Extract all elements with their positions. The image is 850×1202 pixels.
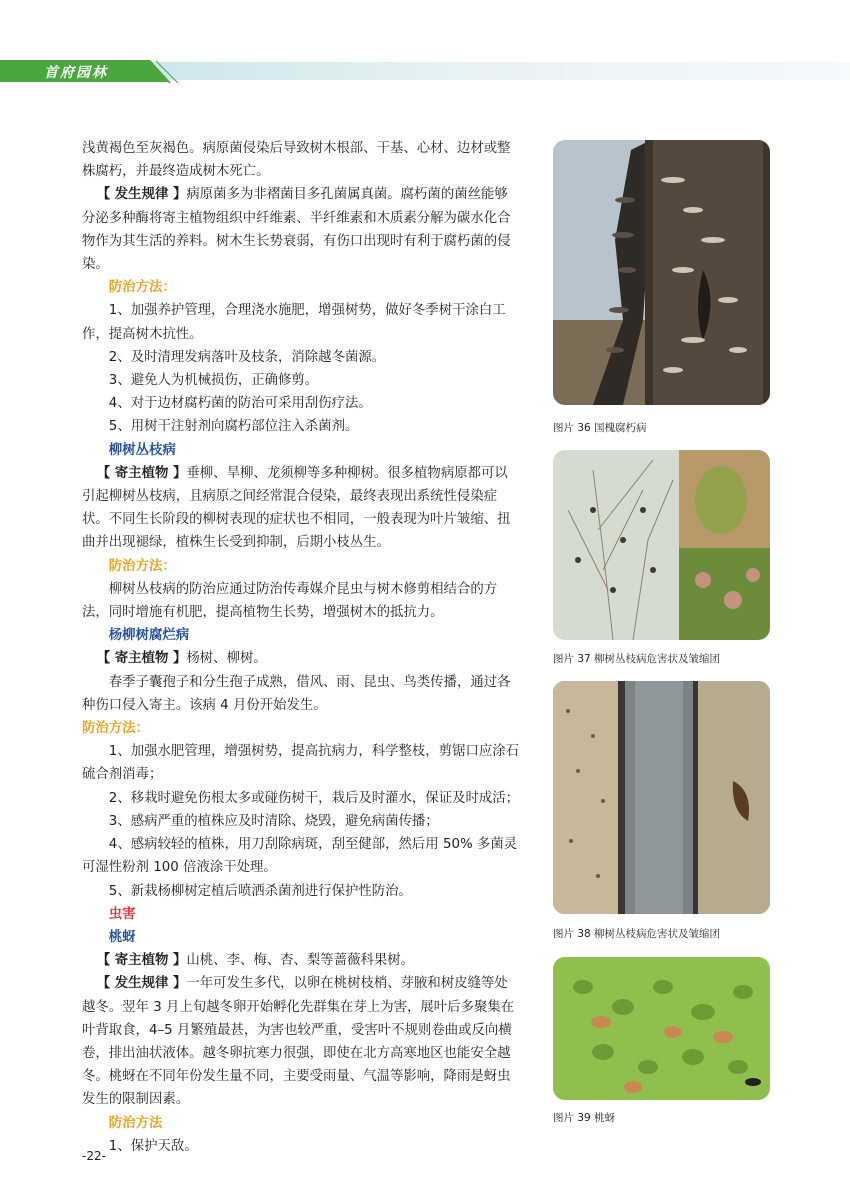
text: 病原菌多为非褶菌目多孔菌属真菌。腐朽菌的菌丝能够分泌多种酶将寄主植物组织中纤维素、半纤维素和木质素分解为碳水化合物作为其生活的养料。树木生长势衰弱，有伤口出现时有利于腐朽菌的侵染。 <box>82 187 511 273</box>
list-item: 3、感病严重的植株应及时清除、烧毁，避免病菌传播； <box>108 813 439 829</box>
list-item: 4、感病较轻的植株，用刀刮除病斑，刮至健部，然后用 50% 多菌灵可湿性粉剂 100 倍液涂干处理。 <box>82 837 518 876</box>
photo-tree-rot-image <box>553 140 770 405</box>
list-item: 3、避免人为机械损伤，正确修剪。 <box>108 373 319 389</box>
page-number: -22- <box>82 1149 106 1163</box>
photo-tree-rot <box>553 140 770 405</box>
list-item: 4、对于边材腐朽菌的防治可采用刮伤疗法。 <box>108 396 372 412</box>
section-title: 虫害 <box>108 906 136 922</box>
heading: 防治方法： <box>108 558 176 574</box>
photo-poplar-canker-image <box>553 681 770 914</box>
photo-poplar-canker <box>553 681 770 914</box>
label: 【 寄主植物 】 <box>96 651 187 667</box>
list-item: 1、保护天敌。 <box>108 1138 198 1154</box>
header-title: 首府园林 <box>44 65 108 81</box>
photo-willow-broom <box>553 450 770 640</box>
heading: 防治方法： <box>82 721 149 737</box>
list-item: 1、加强水肥管理，增强树势，提高抗病力，科学整枝，剪锯口应涂石硫合剂消毒； <box>82 744 520 783</box>
label: 【 寄主植物 】 <box>96 953 187 969</box>
text: 一年可发生多代，以卵在桃树枝梢、芽腋和树皮缝等处越冬。翌年 3 月上旬越冬卵开始孵化先群集在芽上为害，展叶后多聚集在叶背取食，4–5 月繁殖最甚，为害也较严重，受害叶不规则卷曲或反向横卷，排出油状液体。越冬卵抗寒力很强，即使在北方高寒地区也能安全越冬。桃蚜在不同年份发生量不同，主要受雨量、气温等影响，降雨是蚜虫发生的限制因素。 <box>82 976 515 1108</box>
paragraph: 浅黄褐色至灰褐色。病原菌侵染后导致树木根部、干基、心材、边材或整株腐朽，并最终造成树木死亡。 <box>82 141 511 180</box>
paragraph <box>82 647 520 670</box>
text: 山桃、李、梅、杏、梨等蔷薇科果树。 <box>186 953 415 969</box>
photo-willow-broom-image <box>553 450 770 640</box>
list-item: 5、新栽杨柳树定植后喷洒杀菌剂进行保护性防治。 <box>108 883 412 899</box>
section-title: 杨柳树腐烂病 <box>108 628 190 644</box>
section-title: 桃蚜 <box>108 929 136 945</box>
text: 杨树、柳树。 <box>186 651 267 667</box>
heading: 防治方法： <box>108 280 176 296</box>
list-item: 2、及时清理发病落叶及枝条，消除越冬菌源。 <box>108 349 386 365</box>
article-text <box>82 137 520 1158</box>
paragraph <box>82 183 520 276</box>
figure-caption: 图片 39 桃蚜 <box>553 1112 616 1124</box>
paragraph <box>82 972 520 1111</box>
heading: 防治方法 <box>108 1115 163 1131</box>
list-item: 1、加强养护管理，合理浇水施肥，增强树势，做好冬季树干涂白工作，提高树木抗性。 <box>82 303 506 342</box>
header-band <box>150 62 850 80</box>
photo-peach-aphid <box>553 957 770 1100</box>
paragraph: 春季子囊孢子和分生孢子成熟，借风、雨、昆虫、鸟类传播，通过各种伤口侵入寄主。该病 4 月份开始发生。 <box>82 674 511 713</box>
text: 垂柳、旱柳、龙须柳等多种柳树。很多植物病原都可以引起柳树丛枝病，且病原之间经常混合侵染，最终表现出系统性侵染症状。不同生长阶段的柳树表现的症状也不相同，一般表现为叶片皱缩、扭曲并出现褪绿，植株生长受到抑制，后期小枝丛生。 <box>82 465 511 551</box>
label: 【 发生规律 】 <box>96 187 187 203</box>
section-title: 柳树丛枝病 <box>108 442 176 458</box>
paragraph <box>82 949 520 972</box>
paragraph <box>82 462 520 555</box>
figure-caption: 图片 38 柳树丛枝病危害状及皱缩团 <box>553 928 721 940</box>
paragraph: 柳树丛枝病的防治应通过防治传毒媒介昆虫与树木修剪相结合的方法，同时增施有机肥，提高植物生长势，增强树木的抵抗力。 <box>82 581 498 621</box>
photo-peach-aphid-image <box>553 957 770 1100</box>
header-accent-lines <box>150 60 190 84</box>
label: 【 发生规律 】 <box>96 976 187 992</box>
list-item: 2、移栽时避免伤根太多或碰伤树干，栽后及时灌水，保证及时成活； <box>108 790 520 806</box>
list-item: 5、用树干注射剂向腐朽部位注入杀菌剂。 <box>108 419 359 435</box>
figure-caption: 图片 37 柳树丛枝病危害状及皱缩团 <box>553 653 721 665</box>
label: 【 寄主植物 】 <box>96 465 187 481</box>
figure-caption: 图片 36 国槐腐朽病 <box>553 422 647 434</box>
